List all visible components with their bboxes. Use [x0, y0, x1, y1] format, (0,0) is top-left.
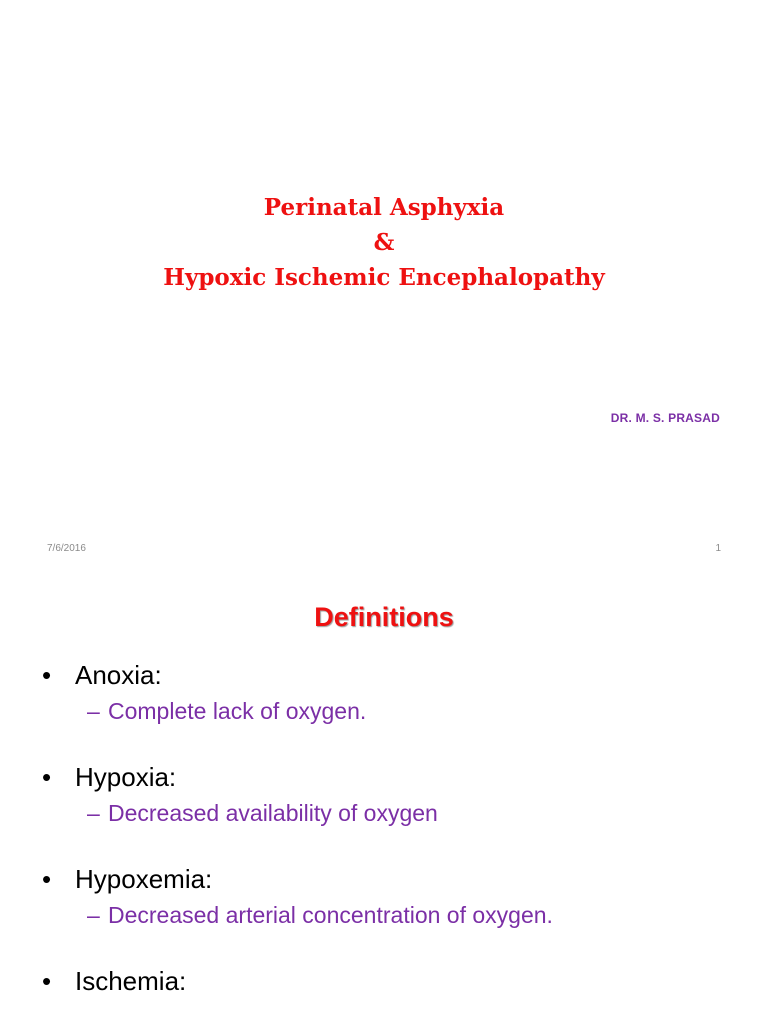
term-label: Anoxia: [75, 660, 162, 690]
bullet-icon: • [42, 966, 52, 996]
slide-title [0, 190, 768, 295]
title-line-2: Hypoxic Ischemic Encephalopathy [163, 264, 605, 291]
term-label: Ischemia: [75, 966, 187, 996]
definitions-list [42, 658, 742, 1028]
dash-icon: – [87, 800, 100, 826]
list-item [42, 862, 742, 934]
list-item [42, 658, 742, 730]
bullet-icon: • [42, 762, 52, 792]
definition-text: Decreased arterial concentration of oxygen. [108, 902, 553, 928]
term-label: Hypoxia: [75, 762, 177, 792]
definition-text: Decreased availability of oxygen [108, 800, 438, 826]
definitions-heading: Definitions [314, 602, 454, 632]
term-label: Hypoxemia: [75, 864, 213, 894]
list-item [42, 760, 742, 832]
bullet-icon: • [42, 660, 52, 690]
bullet-icon: • [42, 864, 52, 894]
title-ampersand: & [373, 229, 395, 256]
slide-page-number: 1 [715, 543, 721, 554]
author-name: DR. M. S. PRASAD [610, 411, 720, 425]
definition-text: Complete lack of oxygen. [108, 698, 367, 724]
slide-date: 7/6/2016 [47, 543, 86, 554]
dash-icon: – [87, 698, 100, 724]
title-line-1: Perinatal Asphyxia [263, 194, 505, 221]
dash-icon: – [87, 902, 100, 928]
definitions-slide [0, 576, 768, 1024]
list-item [42, 964, 742, 998]
